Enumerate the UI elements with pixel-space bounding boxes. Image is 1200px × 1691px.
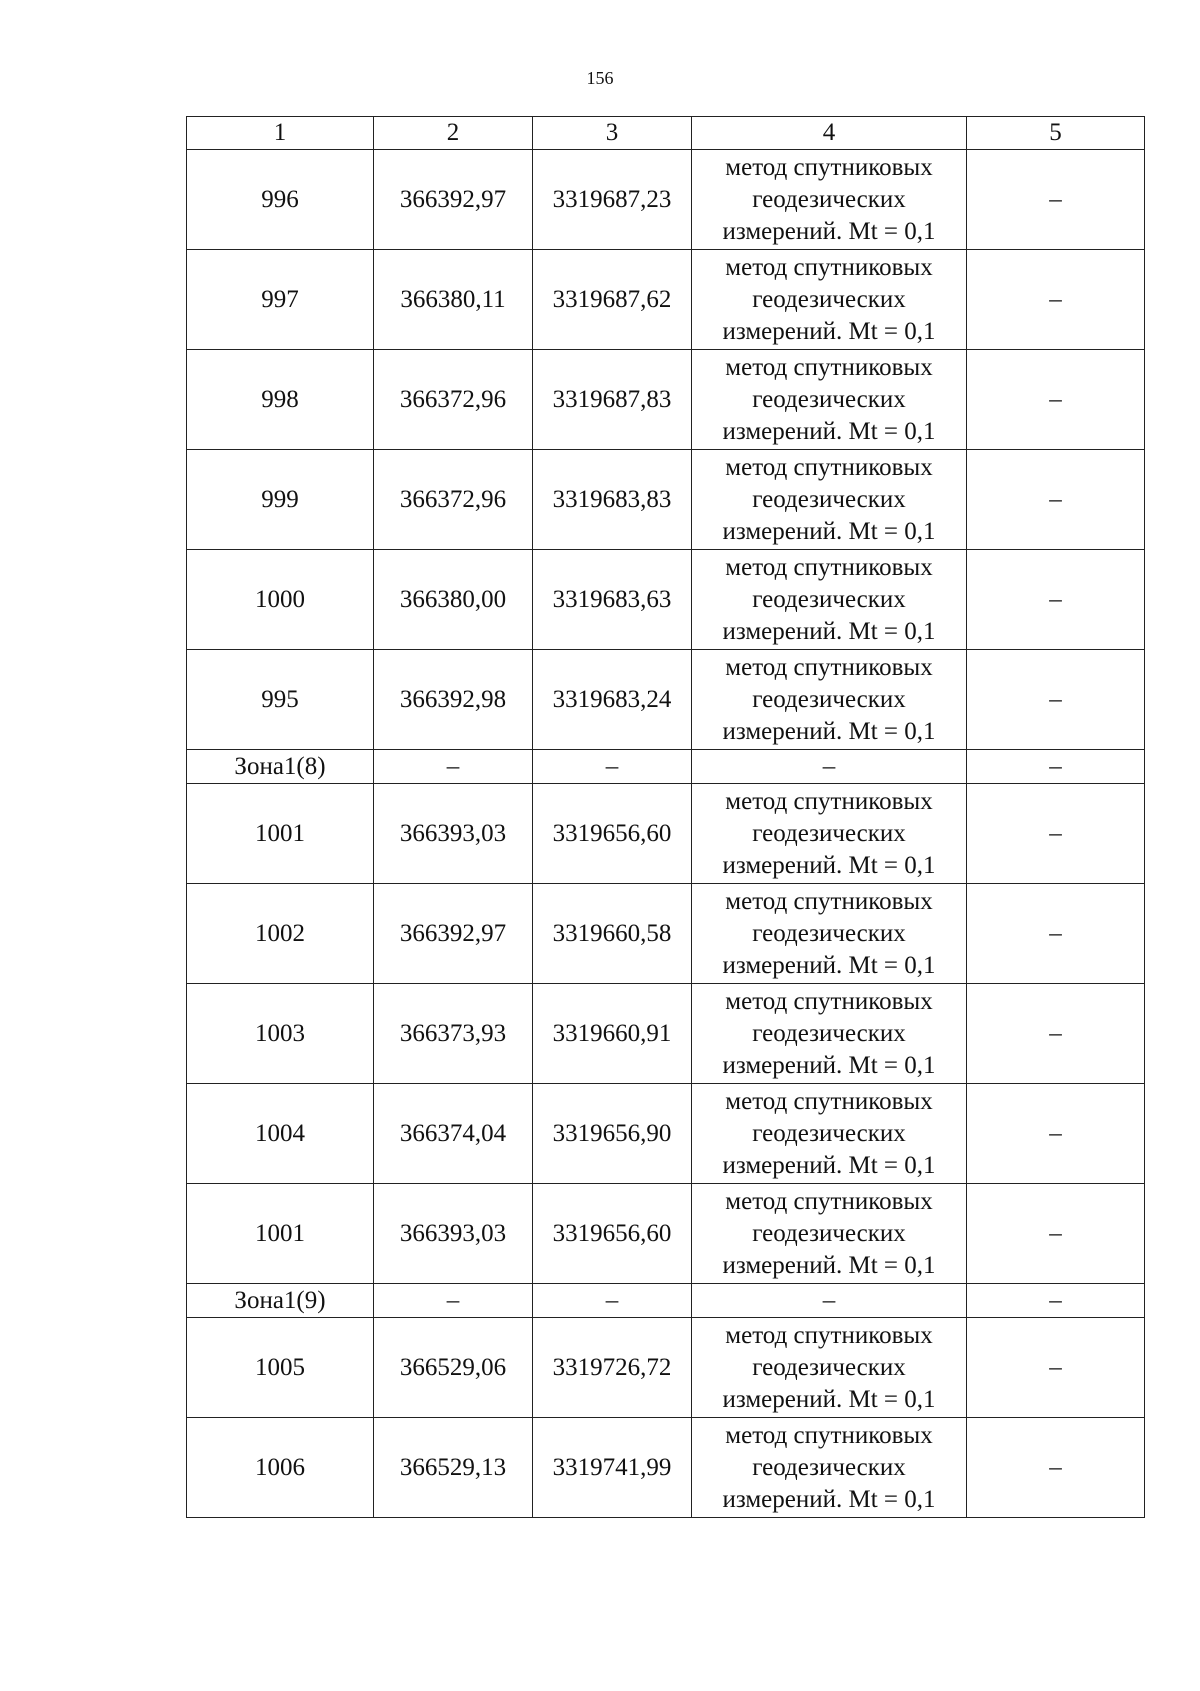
method-line: метод спутниковых — [725, 253, 933, 281]
method-cell — [692, 1184, 967, 1284]
method-cell: – — [692, 750, 967, 784]
method-line: метод спутниковых — [725, 1321, 933, 1349]
method-line: геодезических — [752, 1119, 906, 1147]
col5-cell: – — [967, 784, 1145, 884]
method-line: метод спутниковых — [725, 887, 933, 915]
table-row — [187, 250, 1145, 350]
method-line: метод спутниковых — [725, 1421, 933, 1449]
method-line: метод спутниковых — [725, 787, 933, 815]
method-cell — [692, 1084, 967, 1184]
x-coordinate-cell: 366372,96 — [374, 450, 533, 550]
col5-cell: – — [967, 750, 1145, 784]
y-coordinate-cell: 3319660,91 — [533, 984, 692, 1084]
col5-cell: – — [967, 650, 1145, 750]
method-line: измерений. Mt = 0,1 — [722, 317, 936, 345]
method-line: геодезических — [752, 919, 906, 947]
point-number-cell: 1006 — [187, 1418, 374, 1518]
col5-cell: – — [967, 450, 1145, 550]
method-line: метод спутниковых — [725, 1087, 933, 1115]
method-line: измерений. Mt = 0,1 — [722, 1385, 936, 1413]
x-coordinate-cell: 366529,13 — [374, 1418, 533, 1518]
method-line: геодезических — [752, 185, 906, 213]
method-line: метод спутниковых — [725, 987, 933, 1015]
method-cell — [692, 650, 967, 750]
y-coordinate-cell: 3319683,63 — [533, 550, 692, 650]
method-line: метод спутниковых — [725, 353, 933, 381]
point-number-cell: 995 — [187, 650, 374, 750]
x-coordinate-cell: 366374,04 — [374, 1084, 533, 1184]
table-row — [187, 150, 1145, 250]
x-coordinate-cell: – — [374, 750, 533, 784]
x-coordinate-cell: – — [374, 1284, 533, 1318]
point-number-cell: 1005 — [187, 1318, 374, 1418]
header-col-4: 4 — [692, 117, 967, 150]
y-coordinate-cell: 3319687,62 — [533, 250, 692, 350]
x-coordinate-cell: 366393,03 — [374, 1184, 533, 1284]
col5-cell: – — [967, 1084, 1145, 1184]
method-line: измерений. Mt = 0,1 — [722, 617, 936, 645]
col5-cell: – — [967, 1418, 1145, 1518]
point-number-cell: 998 — [187, 350, 374, 450]
y-coordinate-cell: – — [533, 750, 692, 784]
method-line: геодезических — [752, 285, 906, 313]
method-cell — [692, 1318, 967, 1418]
method-line: метод спутниковых — [725, 153, 933, 181]
point-number-cell: 999 — [187, 450, 374, 550]
table-row — [187, 884, 1145, 984]
y-coordinate-cell: 3319656,60 — [533, 1184, 692, 1284]
point-number-cell: 1003 — [187, 984, 374, 1084]
table-row — [187, 350, 1145, 450]
coordinates-table — [186, 116, 1145, 1518]
page-number: 156 — [586, 68, 614, 88]
method-line: геодезических — [752, 1019, 906, 1047]
x-coordinate-cell: 366380,00 — [374, 550, 533, 650]
col5-cell: – — [967, 350, 1145, 450]
table-row — [187, 1084, 1145, 1184]
y-coordinate-cell: 3319687,23 — [533, 150, 692, 250]
method-cell — [692, 550, 967, 650]
method-line: метод спутниковых — [725, 553, 933, 581]
table-row — [187, 1418, 1145, 1518]
point-number-cell: 996 — [187, 150, 374, 250]
point-number-cell: 1004 — [187, 1084, 374, 1184]
method-line: метод спутниковых — [725, 453, 933, 481]
y-coordinate-cell: – — [533, 1284, 692, 1318]
point-number-cell: 1000 — [187, 550, 374, 650]
y-coordinate-cell: 3319660,58 — [533, 884, 692, 984]
method-line: измерений. Mt = 0,1 — [722, 951, 936, 979]
method-line: измерений. Mt = 0,1 — [722, 1151, 936, 1179]
method-cell: – — [692, 1284, 967, 1318]
x-coordinate-cell: 366392,97 — [374, 884, 533, 984]
col5-cell: – — [967, 1318, 1145, 1418]
point-number-cell: 1002 — [187, 884, 374, 984]
table-header-row — [187, 117, 1145, 150]
y-coordinate-cell: 3319726,72 — [533, 1318, 692, 1418]
zone-header-row — [187, 1284, 1145, 1318]
x-coordinate-cell: 366380,11 — [374, 250, 533, 350]
table-row — [187, 450, 1145, 550]
x-coordinate-cell: 366372,96 — [374, 350, 533, 450]
point-number-cell: 1001 — [187, 1184, 374, 1284]
method-line: геодезических — [752, 585, 906, 613]
header-col-3: 3 — [533, 117, 692, 150]
method-line: измерений. Mt = 0,1 — [722, 217, 936, 245]
y-coordinate-cell: 3319683,83 — [533, 450, 692, 550]
table-row — [187, 984, 1145, 1084]
col5-cell: – — [967, 250, 1145, 350]
header-col-5: 5 — [967, 117, 1145, 150]
header-col-1: 1 — [187, 117, 374, 150]
method-line: измерений. Mt = 0,1 — [722, 417, 936, 445]
method-line: измерений. Mt = 0,1 — [722, 1251, 936, 1279]
point-number-cell: Зона1(9) — [187, 1284, 374, 1318]
y-coordinate-cell: 3319656,90 — [533, 1084, 692, 1184]
point-number-cell: 997 — [187, 250, 374, 350]
y-coordinate-cell: 3319687,83 — [533, 350, 692, 450]
method-cell — [692, 884, 967, 984]
y-coordinate-cell: 3319683,24 — [533, 650, 692, 750]
method-line: измерений. Mt = 0,1 — [722, 517, 936, 545]
header-col-2: 2 — [374, 117, 533, 150]
method-line: геодезических — [752, 485, 906, 513]
method-line: измерений. Mt = 0,1 — [722, 717, 936, 745]
x-coordinate-cell: 366393,03 — [374, 784, 533, 884]
col5-cell: – — [967, 884, 1145, 984]
method-cell — [692, 250, 967, 350]
x-coordinate-cell: 366373,93 — [374, 984, 533, 1084]
method-line: геодезических — [752, 1219, 906, 1247]
method-cell — [692, 984, 967, 1084]
method-cell — [692, 784, 967, 884]
y-coordinate-cell: 3319656,60 — [533, 784, 692, 884]
table-row — [187, 1318, 1145, 1418]
method-line: геодезических — [752, 819, 906, 847]
x-coordinate-cell: 366392,97 — [374, 150, 533, 250]
table-row — [187, 650, 1145, 750]
method-line: измерений. Mt = 0,1 — [722, 1485, 936, 1513]
method-cell — [692, 150, 967, 250]
method-line: метод спутниковых — [725, 1187, 933, 1215]
col5-cell: – — [967, 550, 1145, 650]
x-coordinate-cell: 366392,98 — [374, 650, 533, 750]
method-cell — [692, 1418, 967, 1518]
method-line: метод спутниковых — [725, 653, 933, 681]
method-cell — [692, 450, 967, 550]
method-line: геодезических — [752, 1353, 906, 1381]
table-row — [187, 550, 1145, 650]
zone-header-row — [187, 750, 1145, 784]
method-line: измерений. Mt = 0,1 — [722, 1051, 936, 1079]
method-line: геодезических — [752, 685, 906, 713]
col5-cell: – — [967, 1184, 1145, 1284]
method-line: измерений. Mt = 0,1 — [722, 851, 936, 879]
table-row — [187, 1184, 1145, 1284]
col5-cell: – — [967, 1284, 1145, 1318]
point-number-cell: Зона1(8) — [187, 750, 374, 784]
table-row — [187, 784, 1145, 884]
col5-cell: – — [967, 984, 1145, 1084]
point-number-cell: 1001 — [187, 784, 374, 884]
table-body — [187, 150, 1145, 1518]
y-coordinate-cell: 3319741,99 — [533, 1418, 692, 1518]
method-line: геодезических — [752, 385, 906, 413]
col5-cell: – — [967, 150, 1145, 250]
method-cell — [692, 350, 967, 450]
method-line: геодезических — [752, 1453, 906, 1481]
x-coordinate-cell: 366529,06 — [374, 1318, 533, 1418]
